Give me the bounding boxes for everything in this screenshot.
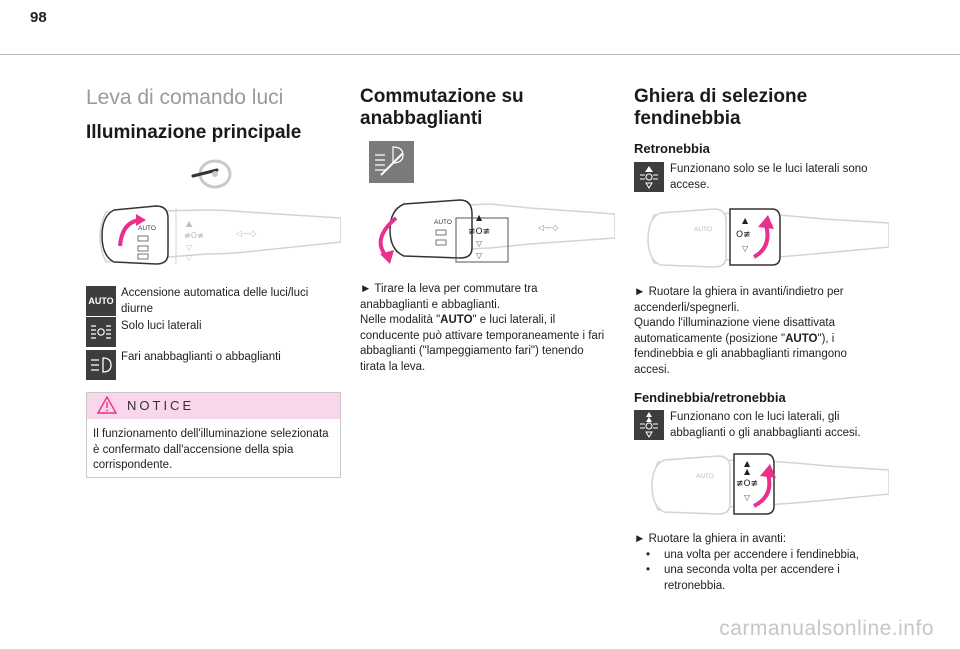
watermark: carmanualsonline.info bbox=[719, 617, 934, 640]
section-title-fog: Ghiera di selezione fendinebbia bbox=[634, 86, 808, 129]
svg-text:◁—◇: ◁—◇ bbox=[538, 223, 559, 232]
svg-text:≢O≢: ≢O≢ bbox=[736, 479, 759, 489]
svg-text:AUTO: AUTO bbox=[696, 473, 714, 480]
header-rule bbox=[0, 54, 960, 55]
svg-text:▲: ▲ bbox=[742, 216, 749, 225]
light-stalk-illustration bbox=[86, 196, 341, 281]
svg-text:▽: ▽ bbox=[744, 493, 751, 502]
svg-text:▲: ▲ bbox=[476, 213, 483, 222]
fog-ring-illustration-2 bbox=[634, 448, 889, 528]
svg-text:▽: ▽ bbox=[476, 251, 483, 260]
svg-text:AUTO: AUTO bbox=[694, 226, 712, 233]
svg-text:▽: ▽ bbox=[186, 243, 193, 252]
svg-text:O≢: O≢ bbox=[736, 230, 751, 240]
svg-text:▽: ▽ bbox=[186, 253, 193, 262]
rear-fog-instructions: ► Ruotare la ghiera in avanti/indietro per accenderli/spegnerli. Quando l'illuminazione viene disattivata automaticamente (posizione "AUTO"), i fendinebbia e gli anabbaglianti rimangono accesi. bbox=[634, 286, 847, 376]
headlights-icon bbox=[86, 350, 116, 380]
side-lights-icon bbox=[86, 317, 116, 347]
warning-icon bbox=[97, 396, 117, 414]
rear-fog-icon bbox=[634, 162, 664, 192]
svg-text:AUTO: AUTO bbox=[434, 219, 452, 226]
legend-auto-text: Accensione automatica delle luci/luci diurne bbox=[121, 287, 309, 315]
svg-text:▽: ▽ bbox=[742, 244, 749, 253]
dipped-beam-instructions: ► Tirare la leva per commutare tra anabbaglianti e abbaglianti. Nelle modalità "AUTO" e luci laterali, il conducente può attivare temporaneamente i fari abbaglianti ("lampeggiamento fari") tenendo tirata la leva. bbox=[360, 283, 605, 373]
fog-step-2: • una seconda volta per accendere i retronebbia. bbox=[634, 563, 884, 594]
steering-wheel-icon bbox=[191, 156, 233, 195]
section-title-dipped-beam: Commutazione su anabbaglianti bbox=[360, 86, 524, 129]
notice-text: Il funzionamento dell'illuminazione selezionata è confermato dall'accensione della spia corrispondente. bbox=[93, 428, 329, 471]
notice-title: NOTICE bbox=[127, 398, 195, 413]
svg-text:▲: ▲ bbox=[186, 219, 193, 228]
fog-steps-list bbox=[634, 548, 884, 595]
notice-header bbox=[87, 393, 340, 419]
svg-text:≢O≢: ≢O≢ bbox=[184, 231, 204, 240]
dipped-beam-switch-icon bbox=[369, 141, 414, 183]
rear-fog-heading: Retronebbia bbox=[634, 141, 710, 156]
rear-fog-description: Funzionano solo se le luci laterali sono accese. bbox=[670, 163, 868, 191]
page-number: 98 bbox=[30, 9, 47, 26]
fog-lamps-icon bbox=[634, 410, 664, 440]
svg-text:▽: ▽ bbox=[476, 239, 483, 248]
fog-heading: Fendinebbia/retronebbia bbox=[634, 390, 786, 405]
fog-description: Funzionano con le luci laterali, gli abbaglianti o gli anabbaglianti accesi. bbox=[670, 411, 861, 439]
auto-icon: AUTO bbox=[86, 286, 116, 316]
fog-step-1: • una volta per accendere i fendinebbia, bbox=[634, 548, 884, 564]
section-subtitle: Illuminazione principale bbox=[86, 122, 302, 143]
fog-ring-illustration-1 bbox=[634, 201, 889, 281]
stalk-auto-label: AUTO bbox=[138, 225, 156, 232]
legend-side-lights-text: Solo luci laterali bbox=[121, 320, 202, 332]
fog-instructions: ► Ruotare la ghiera in avanti: • una volta per accendere i fendinebbia, • una seconda volta per accendere i retronebbia. bbox=[634, 532, 884, 594]
dipped-beam-step-1: Tirare la leva per commutare tra anabbaglianti e abbaglianti. bbox=[360, 283, 538, 311]
svg-text:◁—◇: ◁—◇ bbox=[236, 229, 257, 238]
notice-box bbox=[86, 392, 341, 478]
svg-text:▲: ▲ bbox=[744, 467, 751, 476]
stalk-pull-illustration bbox=[360, 188, 615, 278]
section-title: Leva di comando luci bbox=[86, 86, 284, 109]
svg-text:▲: ▲ bbox=[744, 459, 751, 468]
svg-text:≢O≢: ≢O≢ bbox=[468, 227, 491, 237]
legend-headlights-text: Fari anabbaglianti o abbaglianti bbox=[121, 351, 281, 363]
